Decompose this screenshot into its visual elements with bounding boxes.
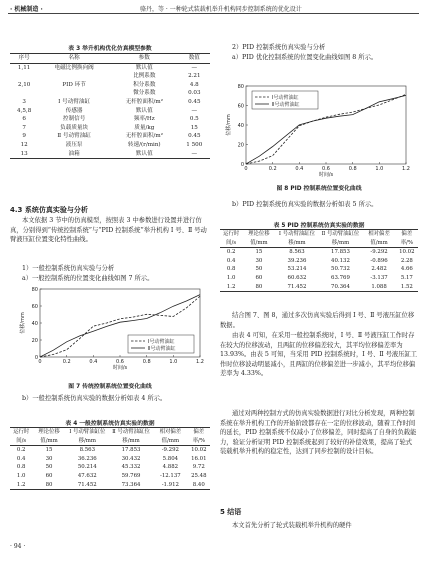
table-cell: 50.732 bbox=[331, 266, 350, 273]
running-title: 骆丹，等 · 一种轮式装载机举升机构同步控制系统的优化设计 bbox=[140, 6, 302, 13]
x-tick-label: 0.6 bbox=[116, 359, 124, 365]
fig8-caption: 图 8 PID 控制系统位置变化曲线 bbox=[276, 186, 362, 192]
table4-intro: b）一般控制系统仿真实验的数据分析如表 4 所示。 bbox=[22, 395, 167, 402]
analysis-paragraph-3: 通过对两种控制方式的仿真实验数据进行对比分析发现，两种控制系统在举升机构工作的开始阶段都存在一定的位移波动，随着工作时间的延长，PID 控制系统不仅减小了位移偏差，同时提高了自身的负载能力，验证分析证明 PID 控制系统起到了较好的补偿效果，提高了轮式装载机举升机构的稳定性，达到了同步控制的设计目标。 bbox=[220, 410, 417, 456]
table-header-cell: 数值 bbox=[179, 54, 210, 64]
table-row bbox=[10, 63, 210, 72]
section-4-3-paragraph: 本文依据 3 节中的仿真模型，按照表 3 中参数进行设置并进行仿真，分别得到“传统控制系统”与“PID 控制系统”举升机构 Ⅰ 号、Ⅱ 号动臂液压缸位置变化特性曲线。 bbox=[10, 217, 207, 244]
y-tick-label: 40 bbox=[31, 320, 38, 327]
x-tick-label: 0.4 bbox=[89, 359, 98, 365]
table-cell: 80 bbox=[242, 283, 275, 292]
table-cell: 频率/Hz bbox=[133, 116, 155, 123]
legend-label: Ⅰ号动臂油缸 bbox=[148, 338, 175, 345]
table-cell: -9.292 bbox=[161, 447, 179, 454]
fig8-intro: a）PID 优化控制系统的位置变化曲线如图 8 所示。 bbox=[232, 54, 378, 61]
table-cell: 8.563 bbox=[289, 249, 305, 256]
table-row bbox=[220, 274, 418, 283]
table-cell: 1 500 bbox=[186, 141, 203, 148]
table-cell: 1.088 bbox=[362, 283, 395, 292]
table-header-cell: 理论位移值/mm bbox=[32, 428, 65, 446]
table-cell: 2.28 bbox=[400, 257, 413, 264]
table-cell: 2.21 bbox=[188, 73, 201, 80]
table-cell: 53.214 bbox=[287, 266, 307, 273]
table-cell: 1.2 bbox=[10, 481, 32, 490]
table-cell: 73.364 bbox=[109, 481, 153, 490]
table-cell: — bbox=[179, 150, 210, 159]
table-cell: 5.17 bbox=[400, 274, 413, 281]
table-cell: 4.8 bbox=[189, 81, 199, 88]
y-tick-label: 80 bbox=[31, 286, 38, 293]
y-tick-label: 60 bbox=[31, 303, 38, 310]
table-cell: 17.853 bbox=[331, 249, 350, 256]
table-cell: 0.4 bbox=[226, 257, 236, 264]
table4-caption: 表 4 一般控制系统仿真实验的数据 bbox=[65, 421, 155, 427]
y-tick-label: 20 bbox=[31, 337, 38, 344]
table-cell: — bbox=[191, 107, 198, 114]
legend-label: Ⅱ号动臂油缸 bbox=[148, 345, 176, 352]
table-cell: 13 bbox=[10, 150, 38, 159]
table-cell: 15 bbox=[190, 124, 198, 131]
table-header-cell: 参数 bbox=[110, 54, 179, 64]
table-cell bbox=[10, 72, 38, 81]
table-cell: 2,10 bbox=[17, 81, 31, 88]
fig8-chart bbox=[224, 82, 414, 180]
table-row bbox=[10, 81, 210, 90]
table-cell: 电磁比例换向阀 bbox=[54, 64, 94, 71]
page-number: · 94 · bbox=[10, 543, 26, 550]
table-cell: 0.03 bbox=[188, 90, 201, 97]
y-axis-label: 位移/mm bbox=[20, 312, 26, 334]
table-cell: 0.2 bbox=[16, 447, 26, 454]
table-row bbox=[10, 89, 210, 98]
table-cell: 1.2 bbox=[220, 283, 242, 292]
table-cell: 1.0 bbox=[16, 472, 26, 479]
table-cell: 2.482 bbox=[371, 266, 387, 273]
table-cell: 45.332 bbox=[121, 464, 141, 471]
table-cell: 0.8 bbox=[226, 266, 236, 273]
table-cell: 0.45 bbox=[188, 133, 201, 140]
table-cell: 50 bbox=[45, 464, 53, 471]
x-tick-label: 0 bbox=[38, 359, 42, 365]
x-tick-label: 0.4 bbox=[295, 166, 304, 172]
section-4-3-heading: 4.3 系统仿真实验与分析 bbox=[10, 206, 88, 214]
table-cell: 6 bbox=[22, 116, 26, 123]
table-cell: 比例系数 bbox=[133, 73, 156, 80]
table-cell: 控制信号 bbox=[62, 116, 86, 123]
table-row bbox=[220, 257, 418, 266]
table-cell: 15 bbox=[45, 447, 53, 454]
table-cell: 71.452 bbox=[66, 481, 109, 490]
table-row bbox=[220, 248, 418, 257]
table-row bbox=[10, 141, 210, 150]
y-tick-label: 60 bbox=[237, 103, 244, 110]
table-cell: -9.292 bbox=[370, 249, 388, 256]
table-cell: 36.236 bbox=[77, 455, 97, 462]
table-cell: 25.48 bbox=[191, 472, 207, 479]
table-row bbox=[10, 107, 210, 116]
table-cell: 积分系数 bbox=[133, 81, 156, 88]
table-cell: 9.72 bbox=[192, 464, 205, 471]
y-tick-label: 0 bbox=[34, 354, 38, 361]
table-cell: 9 bbox=[22, 133, 26, 140]
table-row bbox=[10, 124, 210, 133]
table-cell: 5.804 bbox=[162, 455, 179, 462]
table-row bbox=[10, 132, 210, 141]
table-header-cell: 运行时间/s bbox=[10, 428, 32, 446]
table-cell: 30 bbox=[255, 257, 263, 264]
y-axis-label: 位移/mm bbox=[226, 114, 232, 136]
table5-intro: b）PID 控制系统仿真实验的数据分析如表 5 所示。 bbox=[232, 201, 378, 208]
table-header-cell: 运行时间/s bbox=[220, 230, 242, 248]
table-header-cell: 偏差率/% bbox=[396, 230, 418, 248]
table-cell: 负载质量块 bbox=[60, 124, 89, 131]
table-header-cell: Ⅰ 号动臂油缸位移/mm bbox=[66, 428, 109, 446]
table-row bbox=[10, 472, 210, 481]
table-cell: 30 bbox=[45, 455, 53, 462]
subsection-2: 2）PID 控制系统仿真实验与分析 bbox=[232, 44, 326, 51]
table-cell: 1.0 bbox=[226, 274, 236, 281]
table-cell: -12.137 bbox=[160, 472, 181, 479]
table-row bbox=[10, 72, 210, 81]
table-cell: 质量/kg bbox=[134, 124, 155, 131]
table-cell: 微分系数 bbox=[133, 90, 156, 97]
table-cell: 63.769 bbox=[331, 274, 350, 281]
table-cell: -0.896 bbox=[370, 257, 388, 264]
table-header-cell: Ⅰ 号动臂油缸位移/mm bbox=[275, 230, 318, 248]
table-cell: 40.132 bbox=[331, 257, 350, 264]
table-cell: 1,11 bbox=[17, 64, 31, 71]
table-cell: 传感器 bbox=[65, 107, 83, 114]
table-row bbox=[220, 283, 418, 292]
x-tick-label: 0.8 bbox=[348, 166, 357, 172]
table-cell: 8.563 bbox=[79, 447, 95, 454]
table-cell: 15 bbox=[255, 249, 263, 256]
analysis-paragraph-2: 由表 4 可知，在采用一般控制系统时，Ⅰ 号、Ⅱ 号液压缸工作时存在较大的位移波动，且两缸的位移偏差较大，其平均位移偏差率为 13.93%。由表 5 可知，当采用 PID 控制系统时，Ⅰ 号、Ⅱ 号液压缸工作时位移波动明显减小，且两缸的位移偏差进一步减小，其平均位移偏差率为 4.33%。 bbox=[220, 332, 418, 378]
table-header-cell: Ⅱ 号动臂油缸位移/mm bbox=[109, 428, 153, 446]
table-cell: -3.137 bbox=[370, 274, 388, 281]
x-tick-label: 0.6 bbox=[322, 166, 330, 172]
table-cell: 12 bbox=[20, 141, 28, 148]
fig7-intro: a）一般控制系统的位置变化曲线如图 7 所示。 bbox=[22, 275, 154, 282]
x-tick-label: 0.8 bbox=[142, 359, 151, 365]
table-cell: 4.66 bbox=[400, 266, 413, 273]
table-cell: 0.8 bbox=[16, 464, 26, 471]
table-cell: 8.40 bbox=[188, 481, 210, 490]
table-cell: 59.769 bbox=[121, 472, 141, 479]
table-cell: 1.52 bbox=[396, 283, 418, 292]
analysis-paragraph-1: 结合图 7、图 8，通过多次仿真实验后得到 Ⅰ 号、Ⅱ 号液压缸位移数据。 bbox=[220, 312, 415, 329]
conclusion-text: 本文首先分析了轮式装载机举升机构的硬件 bbox=[232, 522, 352, 529]
y-tick-label: 20 bbox=[237, 142, 244, 149]
table-header-cell: 相对偏差值/mm bbox=[362, 230, 395, 248]
table-cell: 默认值 bbox=[135, 64, 153, 71]
table-cell: Ⅱ 号动臂油缸 bbox=[57, 133, 91, 140]
table-cell: 油箱 bbox=[38, 150, 110, 159]
table-header-cell: 相对偏差值/mm bbox=[153, 428, 187, 446]
x-axis-label: 时间/s bbox=[318, 172, 334, 178]
table-cell: 无杆腔面积/m² bbox=[125, 133, 163, 140]
x-tick-label: 1.0 bbox=[375, 166, 384, 172]
table-cell: 转速/(r/min) bbox=[127, 141, 161, 148]
table-row bbox=[10, 98, 210, 107]
table-cell: 液压泵 bbox=[65, 141, 83, 148]
table-row bbox=[10, 463, 210, 472]
table-header-cell: 偏差率/% bbox=[188, 428, 210, 446]
table-cell: 71.452 bbox=[275, 283, 318, 292]
table-cell: 60 bbox=[45, 472, 53, 479]
table3-caption: 表 3 举升机构优化仿真模型参数 bbox=[68, 46, 152, 52]
x-tick-label: 1.2 bbox=[196, 359, 204, 365]
table-cell bbox=[38, 89, 110, 98]
table-cell: 4,5,8 bbox=[17, 107, 32, 114]
legend-label: Ⅰ号动臂油缸 bbox=[272, 94, 299, 101]
x-tick-label: 1.2 bbox=[402, 166, 410, 172]
table-cell: 默认值 bbox=[135, 107, 153, 114]
table-cell: 3 bbox=[22, 98, 26, 105]
table-cell: 17.853 bbox=[121, 447, 141, 454]
x-tick-label: 1.0 bbox=[169, 359, 178, 365]
table-cell: 47.632 bbox=[77, 472, 97, 479]
table-cell: 7 bbox=[22, 124, 26, 131]
y-tick-label: 80 bbox=[237, 83, 244, 90]
table-header-cell: 理论位移值/mm bbox=[242, 230, 275, 248]
table4 bbox=[10, 427, 210, 490]
table-cell: 0.5 bbox=[189, 116, 199, 123]
journal-name: · 机械制造 · bbox=[10, 6, 43, 13]
table-cell: 无杆腔面积/m² bbox=[125, 98, 163, 105]
x-axis-label: 时间/s bbox=[112, 365, 128, 371]
table-cell: 16.01 bbox=[191, 455, 207, 462]
table-cell: 50 bbox=[255, 266, 263, 273]
table5 bbox=[220, 229, 418, 292]
table-cell: 80 bbox=[32, 481, 65, 490]
table-header-cell: Ⅱ 号动臂油缸位移/mm bbox=[318, 230, 362, 248]
table-cell: 60.632 bbox=[287, 274, 307, 281]
table-cell: 10.02 bbox=[399, 249, 415, 256]
x-tick-label: 0 bbox=[244, 166, 248, 172]
table-cell: 10.02 bbox=[191, 447, 207, 454]
table-cell: 0.2 bbox=[226, 249, 236, 256]
table-cell: 60 bbox=[255, 274, 263, 281]
table-cell: Ⅰ 号动臂油缸 bbox=[58, 98, 91, 105]
table-header-cell: 名称 bbox=[38, 54, 110, 64]
table-cell: 默认值 bbox=[110, 150, 179, 159]
table-cell: -1.912 bbox=[153, 481, 187, 490]
fig7-chart bbox=[18, 285, 208, 373]
table-cell: — bbox=[191, 64, 198, 71]
table-row bbox=[220, 265, 418, 274]
table-cell bbox=[10, 89, 38, 98]
table-header-cell: 序号 bbox=[10, 54, 38, 64]
table-row bbox=[10, 455, 210, 464]
table-cell: 39.236 bbox=[287, 257, 307, 264]
table-row bbox=[10, 115, 210, 124]
table-row bbox=[10, 446, 210, 455]
table3 bbox=[10, 53, 210, 159]
table-cell: 4.882 bbox=[162, 464, 179, 471]
conclusion-heading: 5 结语 bbox=[220, 508, 242, 516]
table-cell: 70.364 bbox=[318, 283, 362, 292]
table-cell bbox=[38, 72, 110, 81]
table-cell: 50.214 bbox=[77, 464, 97, 471]
x-tick-label: 0.2 bbox=[268, 166, 277, 172]
table-cell: 0.4 bbox=[16, 455, 26, 462]
table-cell: 0.45 bbox=[188, 98, 201, 105]
table5-caption: 表 5 PID 控制系统仿真实验的数据 bbox=[273, 223, 365, 229]
table-cell: 30.432 bbox=[121, 455, 141, 462]
table-cell: PID 环节 bbox=[62, 81, 86, 88]
fig7-caption: 图 7 传统控制系统位置变化曲线 bbox=[68, 384, 152, 390]
y-tick-label: 40 bbox=[237, 122, 244, 129]
table-row bbox=[10, 150, 210, 159]
x-tick-label: 0.2 bbox=[62, 359, 71, 365]
subsection-1: 1）一般控制系统仿真实验与分析 bbox=[22, 265, 115, 272]
table-row bbox=[10, 481, 210, 490]
legend-label: Ⅱ号动臂油缸 bbox=[272, 101, 300, 108]
y-tick-label: 0 bbox=[240, 161, 244, 168]
header-rule bbox=[8, 13, 419, 14]
